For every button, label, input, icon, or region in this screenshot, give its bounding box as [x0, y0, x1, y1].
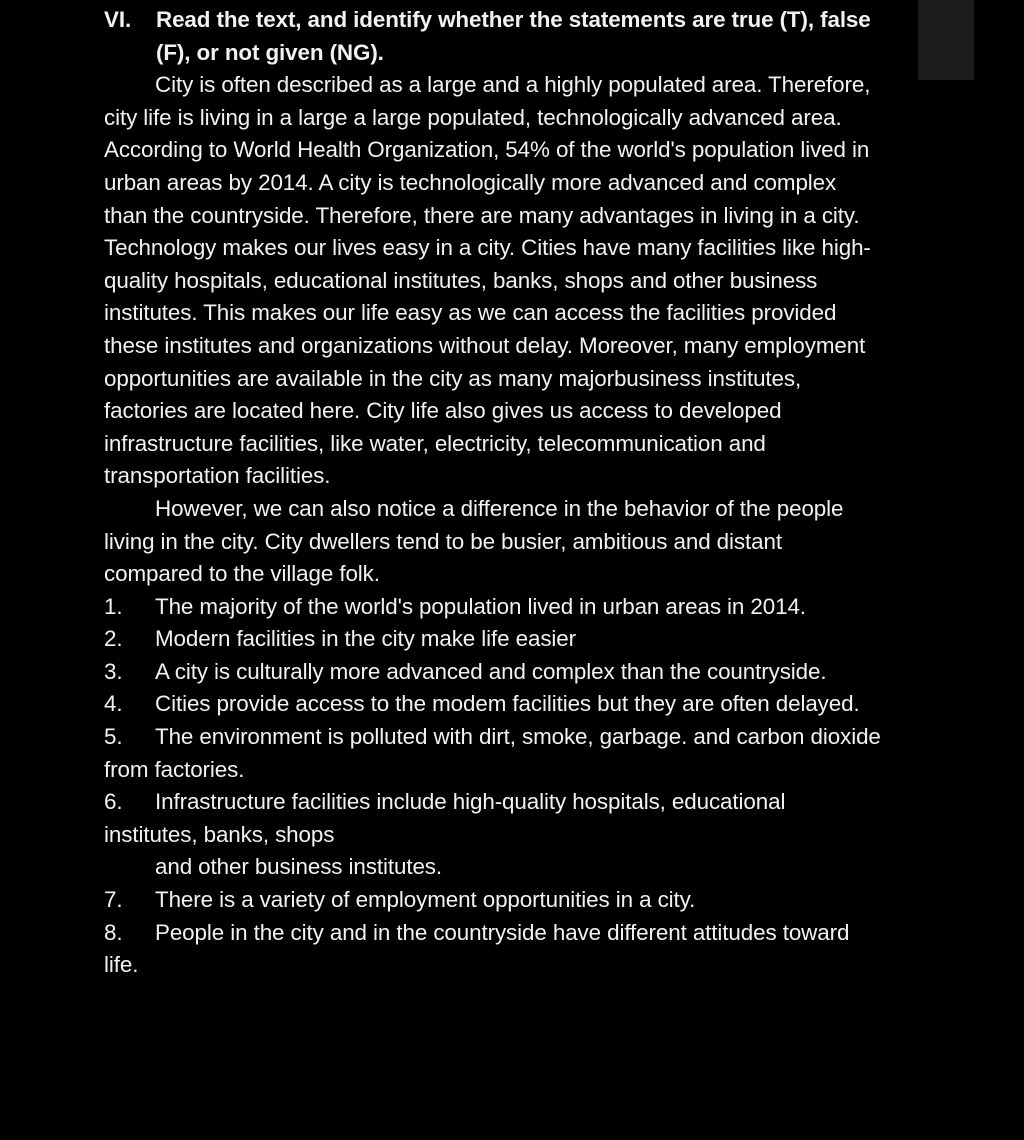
statement-item	[104, 656, 884, 689]
statement-text: Modern facilities in the city make life easier	[155, 626, 576, 652]
statement-number: 4.	[104, 691, 123, 717]
statement-text: A city is culturally more advanced and complex than the countryside.	[155, 658, 827, 684]
statement-item	[104, 786, 884, 851]
exercise-page	[104, 4, 884, 982]
statement-text: There is a variety of employment opportunities in a city.	[155, 887, 696, 913]
corner-shade-block	[918, 0, 974, 80]
statement-number: 5.	[104, 724, 123, 750]
statement-number: 2.	[104, 626, 123, 652]
section-title: Read the text, and identify whether the statements are true (T), false (F), or not given (NG).	[156, 7, 871, 65]
section-heading	[104, 4, 884, 69]
statement-continuation: and other business institutes.	[155, 854, 443, 880]
statement-item	[104, 721, 884, 786]
section-number: VI.	[104, 7, 132, 32]
statement-item	[104, 884, 884, 917]
statement-item	[104, 917, 884, 982]
statement-number: 6.	[104, 789, 123, 815]
statement-number: 8.	[104, 919, 123, 945]
statement-item	[104, 591, 884, 624]
statement-text: The majority of the world's population lived in urban areas in 2014.	[155, 593, 806, 619]
statement-text: The environment is polluted with dirt, smoke, garbage. and carbon dioxide from factories.	[104, 724, 881, 782]
passage-paragraph-1: City is often described as a large and a highly populated area. Therefore, city life is living in a large a large populated, technologically advanced area. According to World Health Organization, 54% of the world's population lived in urban areas by 2014. A city is technologically more advanced and complex than the countryside. Therefore, there are many advantages in living in a city. Technology makes our lives easy in a city. Cities have many facilities like high-quality hospitals, educational institutes, banks, shops and other business institutes. This makes our life easy as we can access the facilities provided these institutes and organizations without delay. Moreover, many employment opportunities are available in the city as many majorbusiness institutes, factories are located here. City life also gives us access to developed infrastructure facilities, like water, electricity, telecommunication and transportation facilities.	[104, 72, 871, 489]
statement-item	[104, 688, 884, 721]
statement-text: Infrastructure facilities include high-quality hospitals, educational institutes, banks, shops	[104, 789, 786, 847]
statement-number: 1.	[104, 593, 123, 619]
statement-number: 3.	[104, 658, 123, 684]
statement-list	[104, 591, 884, 982]
statement-item	[104, 623, 884, 656]
statement-text: People in the city and in the countryside have different attitudes toward life.	[104, 919, 850, 978]
statement-number: 7.	[104, 887, 123, 913]
passage-paragraph-2: However, we can also notice a difference in the behavior of the people living in the city. City dwellers tend to be busier, ambitious and distant compared to the village folk.	[104, 495, 844, 587]
statement-text: Cities provide access to the modem facilities but they are often delayed.	[155, 691, 860, 717]
